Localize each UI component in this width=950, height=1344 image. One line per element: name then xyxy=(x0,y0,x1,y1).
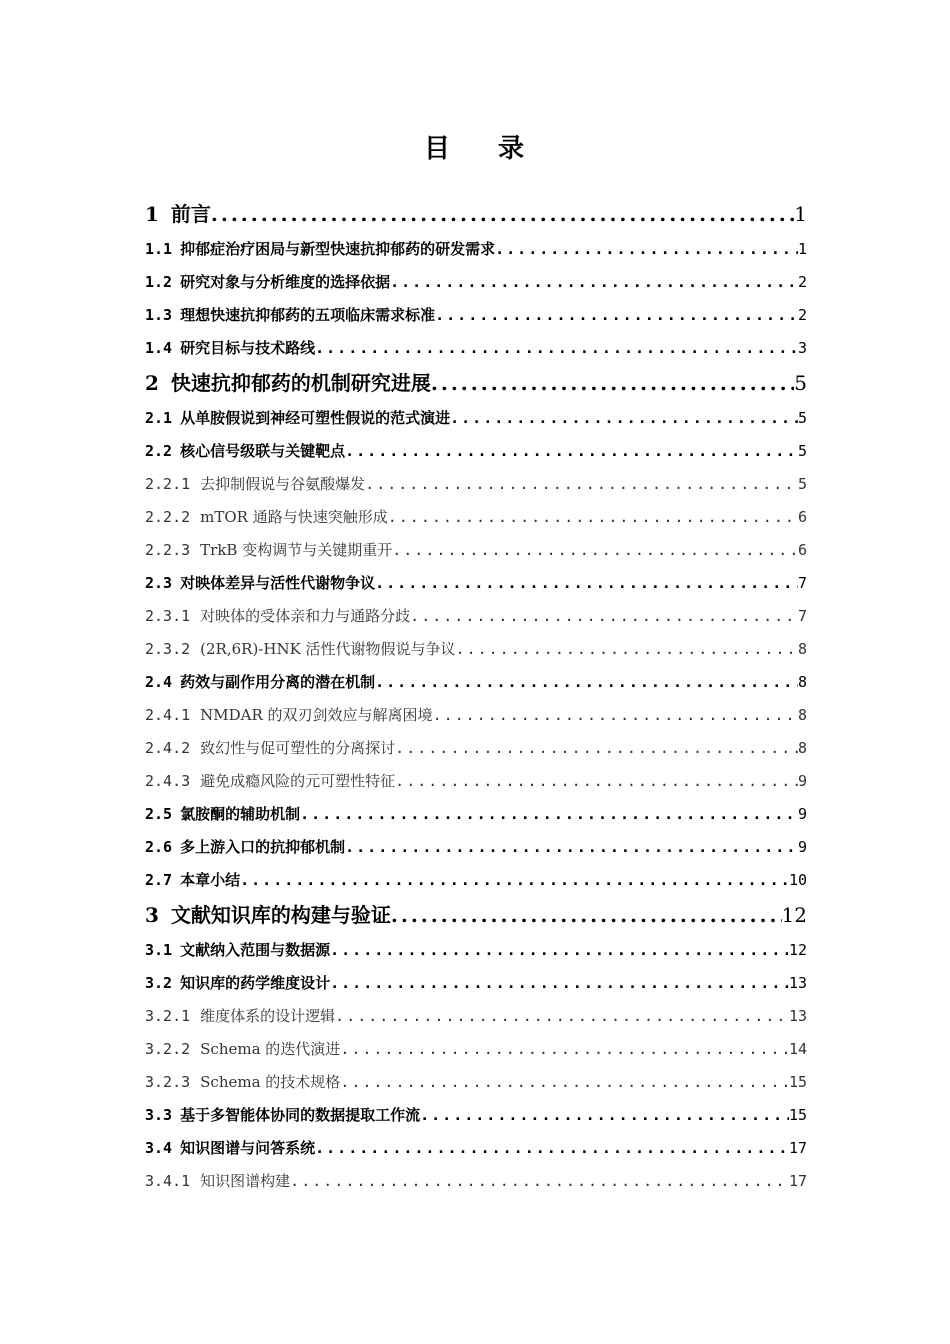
toc-entry-number: 3.4.1 xyxy=(145,1172,191,1190)
toc-page-number: 5 xyxy=(797,475,807,493)
toc-dot-leader xyxy=(391,897,782,934)
toc-entry-number: 3.2.1 xyxy=(145,1007,191,1025)
toc-entry-title: 知识图谱与问答系统 xyxy=(180,1139,316,1157)
toc-entry[interactable] xyxy=(145,1066,807,1099)
toc-entry[interactable] xyxy=(145,666,807,699)
toc-dot-leader xyxy=(365,468,798,501)
toc-dot-leader xyxy=(433,699,798,732)
toc-entry-number: 2.4.1 xyxy=(145,706,191,724)
toc-entry-number: 3.1 xyxy=(145,941,173,959)
toc-entry-title: 文献纳入范围与数据源 xyxy=(180,941,331,959)
toc-entry-title: (2R,6R)-HNK 活性代谢物假说与争议 xyxy=(200,640,456,658)
toc-entry-title: 避免成瘾风险的元可塑性特征 xyxy=(200,772,396,790)
toc-entry[interactable] xyxy=(145,1165,807,1198)
toc-entry-number: 3.4 xyxy=(145,1139,173,1157)
toc-page-number: 6 xyxy=(797,508,807,526)
toc-page-number: 10 xyxy=(788,871,807,889)
toc-entry-number: 2.2.3 xyxy=(145,541,191,559)
toc-entry[interactable] xyxy=(145,1132,807,1165)
toc-entry-number: 3 xyxy=(145,903,159,927)
toc-entry[interactable] xyxy=(145,266,807,299)
toc-entry-title: 研究目标与技术路线 xyxy=(180,339,316,357)
toc-entry[interactable] xyxy=(145,967,807,1000)
toc-entry[interactable] xyxy=(145,1099,807,1132)
toc-dot-leader xyxy=(340,1033,789,1066)
toc-entry-title: 药效与副作用分离的潜在机制 xyxy=(180,673,376,691)
toc-dot-leader xyxy=(420,1099,789,1132)
toc-entry-title: TrkB 变构调节与关键期重开 xyxy=(200,541,393,559)
toc-entry-title: 致幻性与促可塑性的分离探讨 xyxy=(200,739,396,757)
title-char-1: 目 xyxy=(423,134,452,164)
toc-entry[interactable] xyxy=(145,534,807,567)
toc-page-number: 17 xyxy=(788,1172,807,1190)
toc-dot-leader xyxy=(315,332,798,365)
toc-entry-title: 知识库的药学维度设计 xyxy=(180,974,331,992)
toc-entry-title: 核心信号级联与关键靶点 xyxy=(180,442,346,460)
toc-dot-leader xyxy=(315,1132,789,1165)
toc-entry-number: 2.4 xyxy=(145,673,173,691)
toc-entry[interactable] xyxy=(145,1000,807,1033)
toc-entry-title: 对映体差异与活性代谢物争议 xyxy=(180,574,376,592)
toc-entry-number: 1.3 xyxy=(145,306,173,324)
toc-entry[interactable] xyxy=(145,864,807,897)
toc-entry-title: 理想快速抗抑郁药的五项临床需求标准 xyxy=(180,306,436,324)
toc-entry-title: 氯胺酮的辅助机制 xyxy=(180,805,301,823)
toc-entry-number: 2.4.2 xyxy=(145,739,191,757)
toc-dot-leader xyxy=(375,666,798,699)
toc-entry[interactable] xyxy=(145,765,807,798)
toc-entry[interactable] xyxy=(145,934,807,967)
toc-entry-title: 知识图谱构建 xyxy=(200,1172,291,1190)
toc-entry-title: 快速抗抑郁药的机制研究进展 xyxy=(170,371,431,395)
toc-entry-number: 2.2.2 xyxy=(145,508,191,526)
toc-dot-leader xyxy=(392,534,798,567)
toc-entry-title: Schema 的技术规格 xyxy=(200,1073,341,1091)
toc-entry-number: 1 xyxy=(145,202,159,226)
toc-page-number: 13 xyxy=(788,1007,807,1025)
toc-dot-leader xyxy=(211,196,794,233)
toc-entry-title: 基于多智能体协同的数据提取工作流 xyxy=(180,1106,421,1124)
toc-page-number: 5 xyxy=(794,371,807,395)
toc-entry[interactable] xyxy=(145,332,807,365)
toc-entry-title: 研究对象与分析维度的选择依据 xyxy=(180,273,391,291)
toc-entry-title: 从单胺假说到神经可塑性假说的范式演进 xyxy=(180,409,451,427)
toc-page-number: 13 xyxy=(788,974,807,992)
toc-entry-title: 文献知识库的构建与验证 xyxy=(170,903,391,927)
toc-entry[interactable] xyxy=(145,196,807,233)
toc-entry-title: Schema 的迭代演进 xyxy=(200,1040,341,1058)
toc-page-number: 17 xyxy=(788,1139,807,1157)
toc-dot-leader xyxy=(495,233,798,266)
toc-entry-title: NMDAR 的双刃剑效应与解离困境 xyxy=(200,706,433,724)
toc-entry-title: 抑郁症治疗困局与新型快速抗抑郁药的研发需求 xyxy=(180,240,496,258)
table-of-contents xyxy=(145,196,807,1198)
title-char-2: 录 xyxy=(498,134,527,164)
toc-page-number: 8 xyxy=(797,673,807,691)
toc-entry-number: 2.5 xyxy=(145,805,173,823)
toc-entry-title: 去抑制假说与谷氨酸爆发 xyxy=(200,475,366,493)
toc-dot-leader xyxy=(375,567,798,600)
toc-entry[interactable] xyxy=(145,402,807,435)
toc-dot-leader xyxy=(330,967,789,1000)
toc-entry-title: 维度体系的设计逻辑 xyxy=(200,1007,336,1025)
toc-entry-title: mTOR 通路与快速突触形成 xyxy=(200,508,388,526)
toc-entry-number: 2.4.3 xyxy=(145,772,191,790)
toc-dot-leader xyxy=(456,633,798,666)
toc-dot-leader xyxy=(335,1000,789,1033)
toc-page-number: 8 xyxy=(797,640,807,658)
toc-entry-number: 2.1 xyxy=(145,409,173,427)
toc-page-number: 3 xyxy=(797,339,807,357)
toc-entry-number: 1.4 xyxy=(145,339,173,357)
toc-page-number: 1 xyxy=(797,240,807,258)
toc-page-number: 2 xyxy=(797,306,807,324)
toc-dot-leader xyxy=(435,299,798,332)
toc-entry-title: 多上游入口的抗抑郁机制 xyxy=(180,838,346,856)
toc-entry-number: 3.2.2 xyxy=(145,1040,191,1058)
toc-page-number: 9 xyxy=(797,838,807,856)
toc-dot-leader xyxy=(395,732,798,765)
toc-entry[interactable] xyxy=(145,567,807,600)
toc-entry[interactable] xyxy=(145,798,807,831)
toc-dot-leader xyxy=(330,934,789,967)
toc-entry-number: 2.7 xyxy=(145,871,173,889)
toc-dot-leader xyxy=(450,402,798,435)
toc-entry[interactable] xyxy=(145,233,807,266)
toc-entry[interactable] xyxy=(145,501,807,534)
toc-entry[interactable] xyxy=(145,732,807,765)
toc-entry-number: 3.2 xyxy=(145,974,173,992)
toc-page-number: 15 xyxy=(788,1106,807,1124)
toc-entry-number: 3.3 xyxy=(145,1106,173,1124)
toc-page-number: 15 xyxy=(788,1073,807,1091)
toc-entry[interactable] xyxy=(145,633,807,666)
toc-entry-number: 2 xyxy=(145,371,159,395)
toc-entry-number: 2.6 xyxy=(145,838,173,856)
toc-page-number: 6 xyxy=(797,541,807,559)
toc-entry[interactable] xyxy=(145,831,807,864)
toc-page-number: 8 xyxy=(797,706,807,724)
toc-entry-number: 1.1 xyxy=(145,240,173,258)
toc-page-number: 5 xyxy=(797,442,807,460)
toc-entry-title: 前言 xyxy=(170,202,211,226)
toc-entry-number: 2.3 xyxy=(145,574,173,592)
toc-entry[interactable] xyxy=(145,365,807,402)
toc-page-number: 9 xyxy=(797,805,807,823)
toc-entry[interactable] xyxy=(145,435,807,468)
toc-entry[interactable] xyxy=(145,699,807,732)
toc-dot-leader xyxy=(345,831,798,864)
toc-page-number: 5 xyxy=(797,409,807,427)
toc-entry-number: 2.2.1 xyxy=(145,475,191,493)
toc-entry-title: 对映体的受体亲和力与通路分歧 xyxy=(200,607,411,625)
toc-dot-leader xyxy=(395,765,798,798)
page-title xyxy=(0,128,950,165)
toc-dot-leader xyxy=(390,266,798,299)
toc-page-number: 14 xyxy=(788,1040,807,1058)
toc-entry-number: 3.2.3 xyxy=(145,1073,191,1091)
toc-entry[interactable] xyxy=(145,897,807,934)
toc-entry[interactable] xyxy=(145,468,807,501)
toc-entry-number: 2.3.1 xyxy=(145,607,191,625)
toc-page-number: 2 xyxy=(797,273,807,291)
toc-entry-number: 1.2 xyxy=(145,273,173,291)
toc-entry-number: 2.3.2 xyxy=(145,640,191,658)
toc-dot-leader xyxy=(410,600,798,633)
toc-entry-number: 2.2 xyxy=(145,442,173,460)
toc-page-number: 8 xyxy=(797,739,807,757)
toc-dot-leader xyxy=(300,798,798,831)
toc-page-number: 12 xyxy=(781,903,807,927)
toc-page-number: 7 xyxy=(797,607,807,625)
toc-page-number: 9 xyxy=(797,772,807,790)
toc-dot-leader xyxy=(290,1165,789,1198)
toc-dot-leader xyxy=(340,1066,789,1099)
toc-entry[interactable] xyxy=(145,299,807,332)
toc-dot-leader xyxy=(345,435,798,468)
toc-page-number: 1 xyxy=(794,202,807,226)
toc-entry-title: 本章小结 xyxy=(180,871,241,889)
toc-entry[interactable] xyxy=(145,1033,807,1066)
toc-dot-leader xyxy=(431,365,794,402)
toc-dot-leader xyxy=(240,864,789,897)
toc-entry[interactable] xyxy=(145,600,807,633)
toc-dot-leader xyxy=(388,501,798,534)
toc-page-number: 7 xyxy=(797,574,807,592)
toc-page-number: 12 xyxy=(788,941,807,959)
